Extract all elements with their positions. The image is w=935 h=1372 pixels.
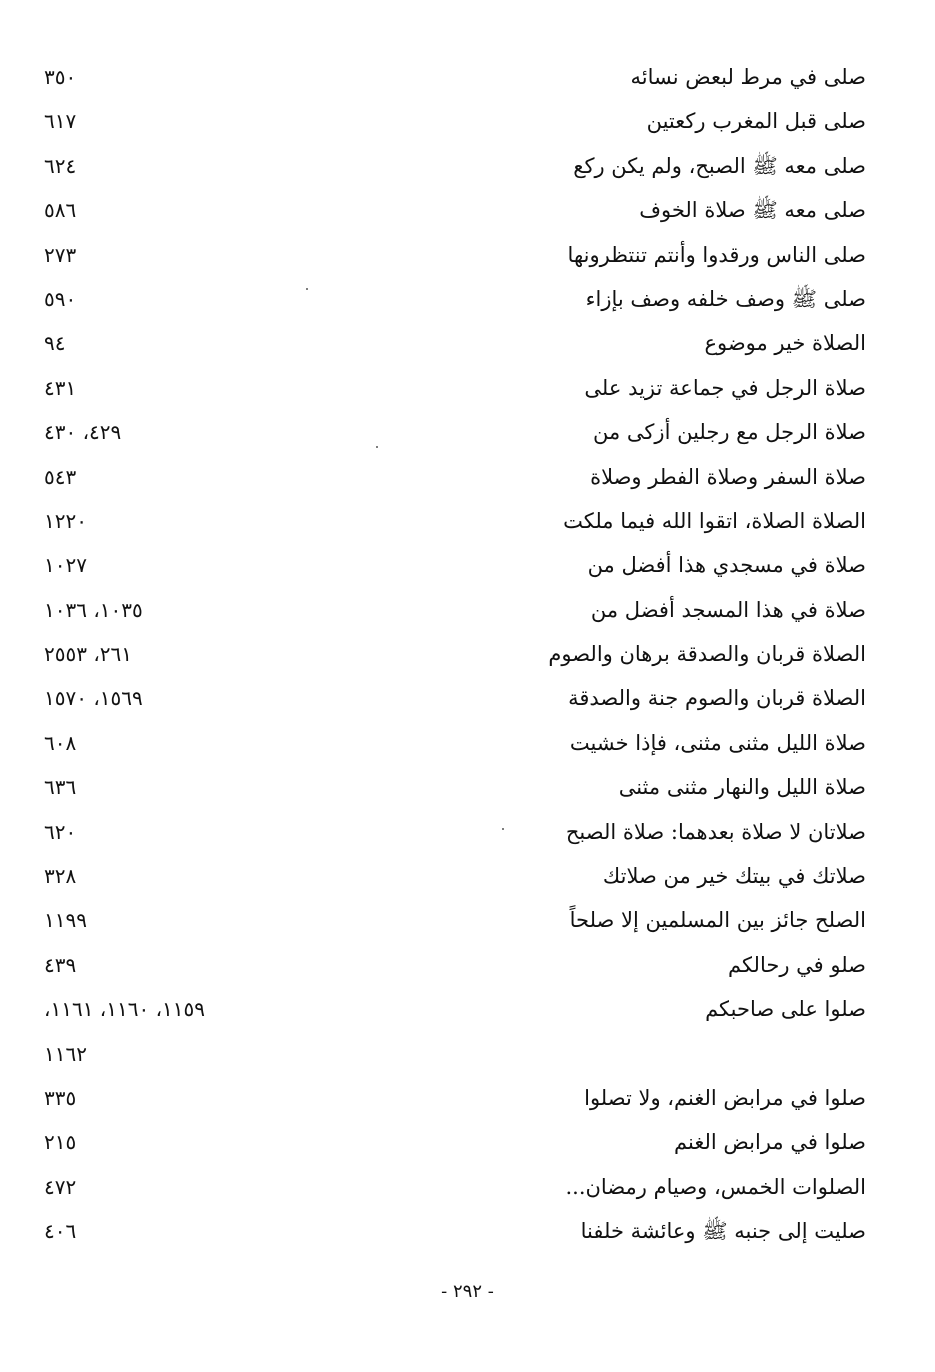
entry-text: صلاتان لا صلاة بعدهما: صلاة الصبح <box>565 819 866 844</box>
entry-page-refs: ٤٠٦ <box>44 1219 77 1244</box>
entry-text: صلى الناس ورقدوا وأنتم تنتظرونها <box>567 242 866 267</box>
entry-page-refs: ٥٩٠ <box>44 286 77 311</box>
index-entry <box>40 145 866 189</box>
entry-text: صلاة الرجل مع رجلين أزكى من <box>593 420 866 445</box>
entry-page-refs: ١٠٢٧ <box>44 553 87 578</box>
index-entry <box>40 1033 866 1077</box>
entry-page-refs: ٦٢٠ <box>44 819 77 844</box>
index-entry <box>40 100 866 144</box>
entry-text: صليت إلى جنبه ﷺ وعائشة خلفنا <box>580 1219 866 1244</box>
entry-page-refs: ١١٩٩ <box>44 908 87 933</box>
entry-text: الصلح جائز بين المسلمين إلا صلحاً <box>569 908 866 933</box>
entry-page-refs: ٩٤ <box>44 331 66 356</box>
entry-text: الصلاة قربان والصوم جنة والصدقة <box>568 686 866 711</box>
entry-page-refs: ٢٦١، ٢٥٥٣ <box>44 642 133 667</box>
entry-text: صلى معه ﷺ الصبح، ولم يكن ركع <box>573 153 866 178</box>
index-entry <box>40 367 866 411</box>
index-entry <box>40 855 866 899</box>
entry-page-refs: ١١٥٩، ١١٦٠، ١١٦١، <box>44 997 205 1022</box>
entry-text: صلاة الليل مثنى مثنى، فإذا خشيت <box>569 730 866 755</box>
entry-page-refs: ٥٨٦ <box>44 198 77 223</box>
entry-page-refs: ٦١٧ <box>44 109 77 134</box>
scan-speck <box>502 828 504 830</box>
entry-text: صلاة الليل والنهار مثنى مثنى <box>618 775 866 800</box>
index-entry <box>40 234 866 278</box>
index-entry <box>40 456 866 500</box>
index-entry <box>40 589 866 633</box>
scan-speck <box>376 446 378 448</box>
entry-page-refs: ٤٣١ <box>44 375 77 400</box>
index-entry <box>40 988 866 1032</box>
entry-text: صلى في مرط لبعض نسائه <box>630 65 866 89</box>
entry-text: صلاة في مسجدي هذا أفضل من <box>587 553 866 578</box>
entry-page-refs: ٥٤٣ <box>44 464 77 489</box>
index-entry <box>40 189 866 233</box>
index-entry <box>40 544 866 588</box>
entry-text: الصلوات الخمس، وصيام رمضان... <box>565 1174 866 1199</box>
index-entry <box>40 633 866 677</box>
index-entry <box>40 322 866 366</box>
entry-page-refs: ٣٢٨ <box>44 864 77 889</box>
entry-text: صلوا على صاحبكم <box>705 997 866 1022</box>
entry-text: صلاة في هذا المسجد أفضل من <box>590 597 866 622</box>
entry-text: الصلاة خير موضوع <box>704 331 866 356</box>
index-entry <box>40 677 866 721</box>
entry-page-refs: ٦٠٨ <box>44 730 77 755</box>
entry-page-refs: ٦٣٦ <box>44 775 77 800</box>
page-number: - ٢٩٢ - <box>441 1281 494 1302</box>
entry-page-refs: ٤٧٢ <box>44 1174 77 1199</box>
index-entry <box>40 1077 866 1121</box>
entry-page-refs: ١٠٣٥، ١٠٣٦ <box>44 597 143 622</box>
index-entry <box>40 1210 866 1254</box>
scan-speck <box>306 288 308 290</box>
index-entry <box>40 944 866 988</box>
index-entry <box>40 278 866 322</box>
entry-text: صلى قبل المغرب ركعتين <box>646 109 866 134</box>
index-entry <box>40 899 866 943</box>
entry-text: صلى معه ﷺ صلاة الخوف <box>639 198 866 223</box>
entry-page-refs: ١٥٦٩، ١٥٧٠ <box>44 686 143 711</box>
entry-text: صلو في رحالكم <box>727 952 866 977</box>
entry-text: صلوا في مرابض الغنم <box>674 1130 866 1155</box>
index-entry <box>40 56 866 100</box>
entry-page-refs: ٤٣٩ <box>44 952 77 977</box>
entry-page-refs: ٣٥٠ <box>44 65 77 89</box>
entry-text: صلاتك في بيتك خير من صلاتك <box>602 864 866 889</box>
entry-page-refs: ٦٢٤ <box>44 153 77 178</box>
entry-page-refs: ١٢٢٠ <box>44 508 87 533</box>
entry-page-refs: ٤٢٩، ٤٣٠ <box>44 420 122 445</box>
index-entry <box>40 1121 866 1165</box>
entry-text: صلاة السفر وصلاة الفطر وصلاة <box>590 464 866 489</box>
entry-text: صلوا في مرابض الغنم، ولا تصلوا <box>584 1085 866 1110</box>
entry-text: صلى ﷺ وصف خلفه وصف بإزاء <box>585 286 866 311</box>
index-entry <box>40 411 866 455</box>
entry-page-refs: ٣٣٥ <box>44 1085 77 1110</box>
hadith-index-list <box>40 56 866 1255</box>
entry-page-refs: ٢٧٣ <box>44 242 77 267</box>
entry-page-refs: ١١٦٢ <box>44 1041 87 1066</box>
entry-text: الصلاة قربان والصدقة برهان والصوم <box>548 642 866 667</box>
index-entry <box>40 500 866 544</box>
index-entry <box>40 722 866 766</box>
index-entry <box>40 766 866 810</box>
entry-text: صلاة الرجل في جماعة تزيد على <box>584 375 866 400</box>
entry-page-refs: ٢١٥ <box>44 1130 77 1155</box>
entry-text: الصلاة الصلاة، اتقوا الله فيما ملكت <box>563 508 866 533</box>
index-entry <box>40 811 866 855</box>
index-entry <box>40 1166 866 1210</box>
